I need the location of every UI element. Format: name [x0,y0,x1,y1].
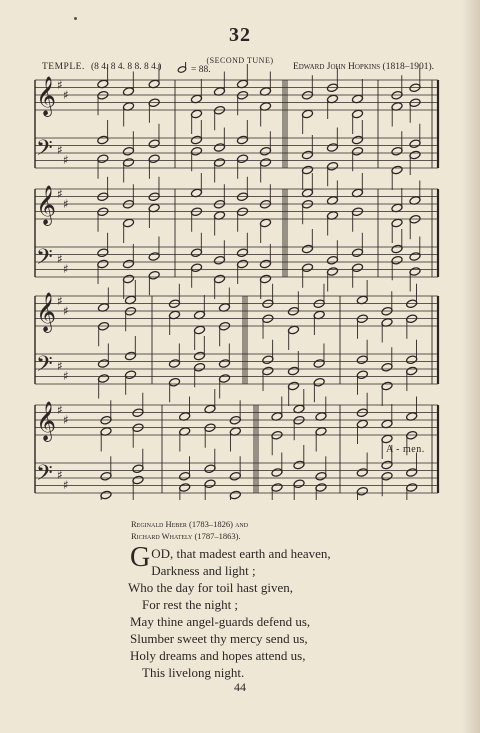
half-note-head [288,381,300,391]
half-note-head [194,362,206,372]
half-note-head [315,471,327,481]
half-note-head [356,355,368,365]
half-note-head [356,468,368,478]
hymn-number: 32 [229,24,251,46]
half-note-head [327,143,339,153]
bass-clef-icon: 𝄢 [36,461,53,491]
composer-credit: Edward John Hopkins (1818–1901). [292,62,434,72]
half-note-head [191,146,203,156]
half-note-head [406,468,418,478]
sharp-icon: ♯ [63,369,69,383]
half-note-head [260,259,272,269]
half-note-head [260,146,272,156]
half-note-head [237,154,249,164]
half-note-head [219,374,231,384]
half-note-head [123,274,135,284]
treble-clef-icon: 𝄞 [36,76,57,116]
half-note-head [352,109,364,119]
sharp-icon: ♯ [63,413,69,427]
half-note-head [381,381,393,391]
half-note-head [262,355,274,365]
half-note-head [406,355,418,365]
sharp-icon: ♯ [63,478,69,492]
half-note-head [352,263,364,273]
half-note-head [169,359,181,369]
half-note-head [381,471,393,481]
half-note-head [381,362,393,372]
half-note-head [356,486,368,496]
half-note-head [391,244,403,254]
half-note-head [391,255,403,265]
half-note-head [237,259,249,269]
author-credit-1: Reginald Heber (1783–1826) and [131,519,249,529]
half-note-head [229,490,241,500]
sharp-icon: ♯ [57,143,63,157]
hymn-verse [128,542,331,681]
half-note-head [98,359,110,369]
half-note-head [123,259,135,269]
half-note-head [191,263,203,273]
sharp-icon: ♯ [57,468,63,482]
lyric-line-2: Darkness and light ; [151,563,256,578]
half-note-head [229,471,241,481]
tune-note: (SECOND TUNE) [206,56,274,65]
half-note-head [391,218,403,228]
bass-clef-icon: 𝄢 [36,245,53,275]
half-note-head [271,468,283,478]
half-note-head [148,139,160,149]
half-note-head [214,255,226,265]
half-note-head [125,370,137,380]
half-note-head [191,248,203,258]
half-note-head [327,267,339,277]
half-note-head [179,471,191,481]
lyric-line-5: May thine angel-guards defend us, [130,614,311,629]
half-note-head [123,146,135,156]
half-note-head [148,154,160,164]
half-note-head [302,150,314,160]
half-note-head [406,483,418,493]
treble-clef-icon: 𝄞 [36,292,57,332]
lyric-line-1-text: OD, that madest earth and heaven, [151,546,331,561]
half-note-head [293,479,305,489]
half-note-head [391,165,403,175]
sharp-icon: ♯ [57,78,63,92]
half-note-head [98,374,110,384]
half-note-head [302,165,314,175]
half-note-head [302,244,314,254]
half-note-head [406,366,418,376]
half-note-head [288,325,300,335]
lyric-line-6: Slumber sweet thy mercy send us, [130,631,308,646]
half-note-head [194,325,206,335]
sharp-icon: ♯ [57,187,63,201]
lyric-line-8: This livelong night. [142,665,245,680]
half-note-head [302,263,314,273]
half-note-head [313,377,325,387]
half-note-head [100,490,112,500]
half-note-head [169,377,181,387]
half-note-head [315,483,327,493]
half-note-head [313,359,325,369]
half-note-head [327,161,339,171]
half-note-head [214,143,226,153]
tune-metre: (8 4. 8 4. 8 8. 8 4.) [91,62,162,72]
half-note-head [97,154,109,164]
half-note-head [409,139,421,149]
tempo-value: = 88. [191,65,211,75]
half-note-head [179,483,191,493]
half-note-head [271,483,283,493]
half-note-head [356,370,368,380]
bass-clef-icon: 𝄢 [36,136,53,166]
half-note-head [302,109,314,119]
half-note-head [132,475,144,485]
drop-cap: G [130,542,151,573]
treble-clef-icon: 𝄞 [36,401,57,441]
sharp-icon: ♯ [57,359,63,373]
half-note-head [214,158,226,168]
half-note-head [260,274,272,284]
half-note-head [148,252,160,262]
half-note-head [123,218,135,228]
half-note-head [204,479,216,489]
half-note-head [214,274,226,284]
lyric-line-7: Holy dreams and hopes attend us, [130,648,306,663]
half-note-head [409,150,421,160]
sharp-icon: ♯ [63,153,69,167]
sharp-icon: ♯ [57,294,63,308]
half-note-head [148,270,160,280]
half-note-head [219,359,231,369]
sharp-icon: ♯ [57,252,63,266]
half-note-head [288,366,300,376]
half-note-head [191,135,203,145]
half-note-head [327,255,339,265]
half-note-head [97,259,109,269]
half-note-head [191,109,203,119]
half-note-head [260,218,272,228]
half-note-head [293,460,305,470]
half-note-head [194,351,206,361]
half-note-head [97,248,109,258]
half-note-head [391,146,403,156]
half-note-head [204,464,216,474]
half-note-head [237,135,249,145]
sharp-icon: ♯ [63,262,69,276]
sharp-icon: ♯ [57,403,63,417]
half-note-head [260,158,272,168]
lyric-line-3: Who the day for toil hast given, [128,580,293,595]
half-note-head [262,366,274,376]
amen-text: A - men. [386,444,425,455]
page-number: 44 [234,680,246,694]
treble-clef-icon: 𝄞 [36,185,57,225]
half-note-head [352,248,364,258]
author-credits [131,518,248,542]
half-note-head [123,158,135,168]
lyric-line-4: For rest the night ; [142,597,239,612]
sharp-icon: ♯ [63,304,69,318]
tune-name: TEMPLE. [42,62,85,72]
half-note-head [100,471,112,481]
half-note-head [409,252,421,262]
half-note-head [237,248,249,258]
author-credit-2: Richard Whately (1787–1863). [131,531,241,541]
sharp-icon: ♯ [63,197,69,211]
half-note-head [381,434,393,444]
half-note-head [132,464,144,474]
half-note-head [125,351,137,361]
half-note-head [409,267,421,277]
half-note-head [352,135,364,145]
half-note-head [381,460,393,470]
bass-clef-icon: 𝄢 [36,352,53,382]
half-note-head [352,146,364,156]
half-note-head [97,135,109,145]
sharp-icon: ♯ [63,88,69,102]
